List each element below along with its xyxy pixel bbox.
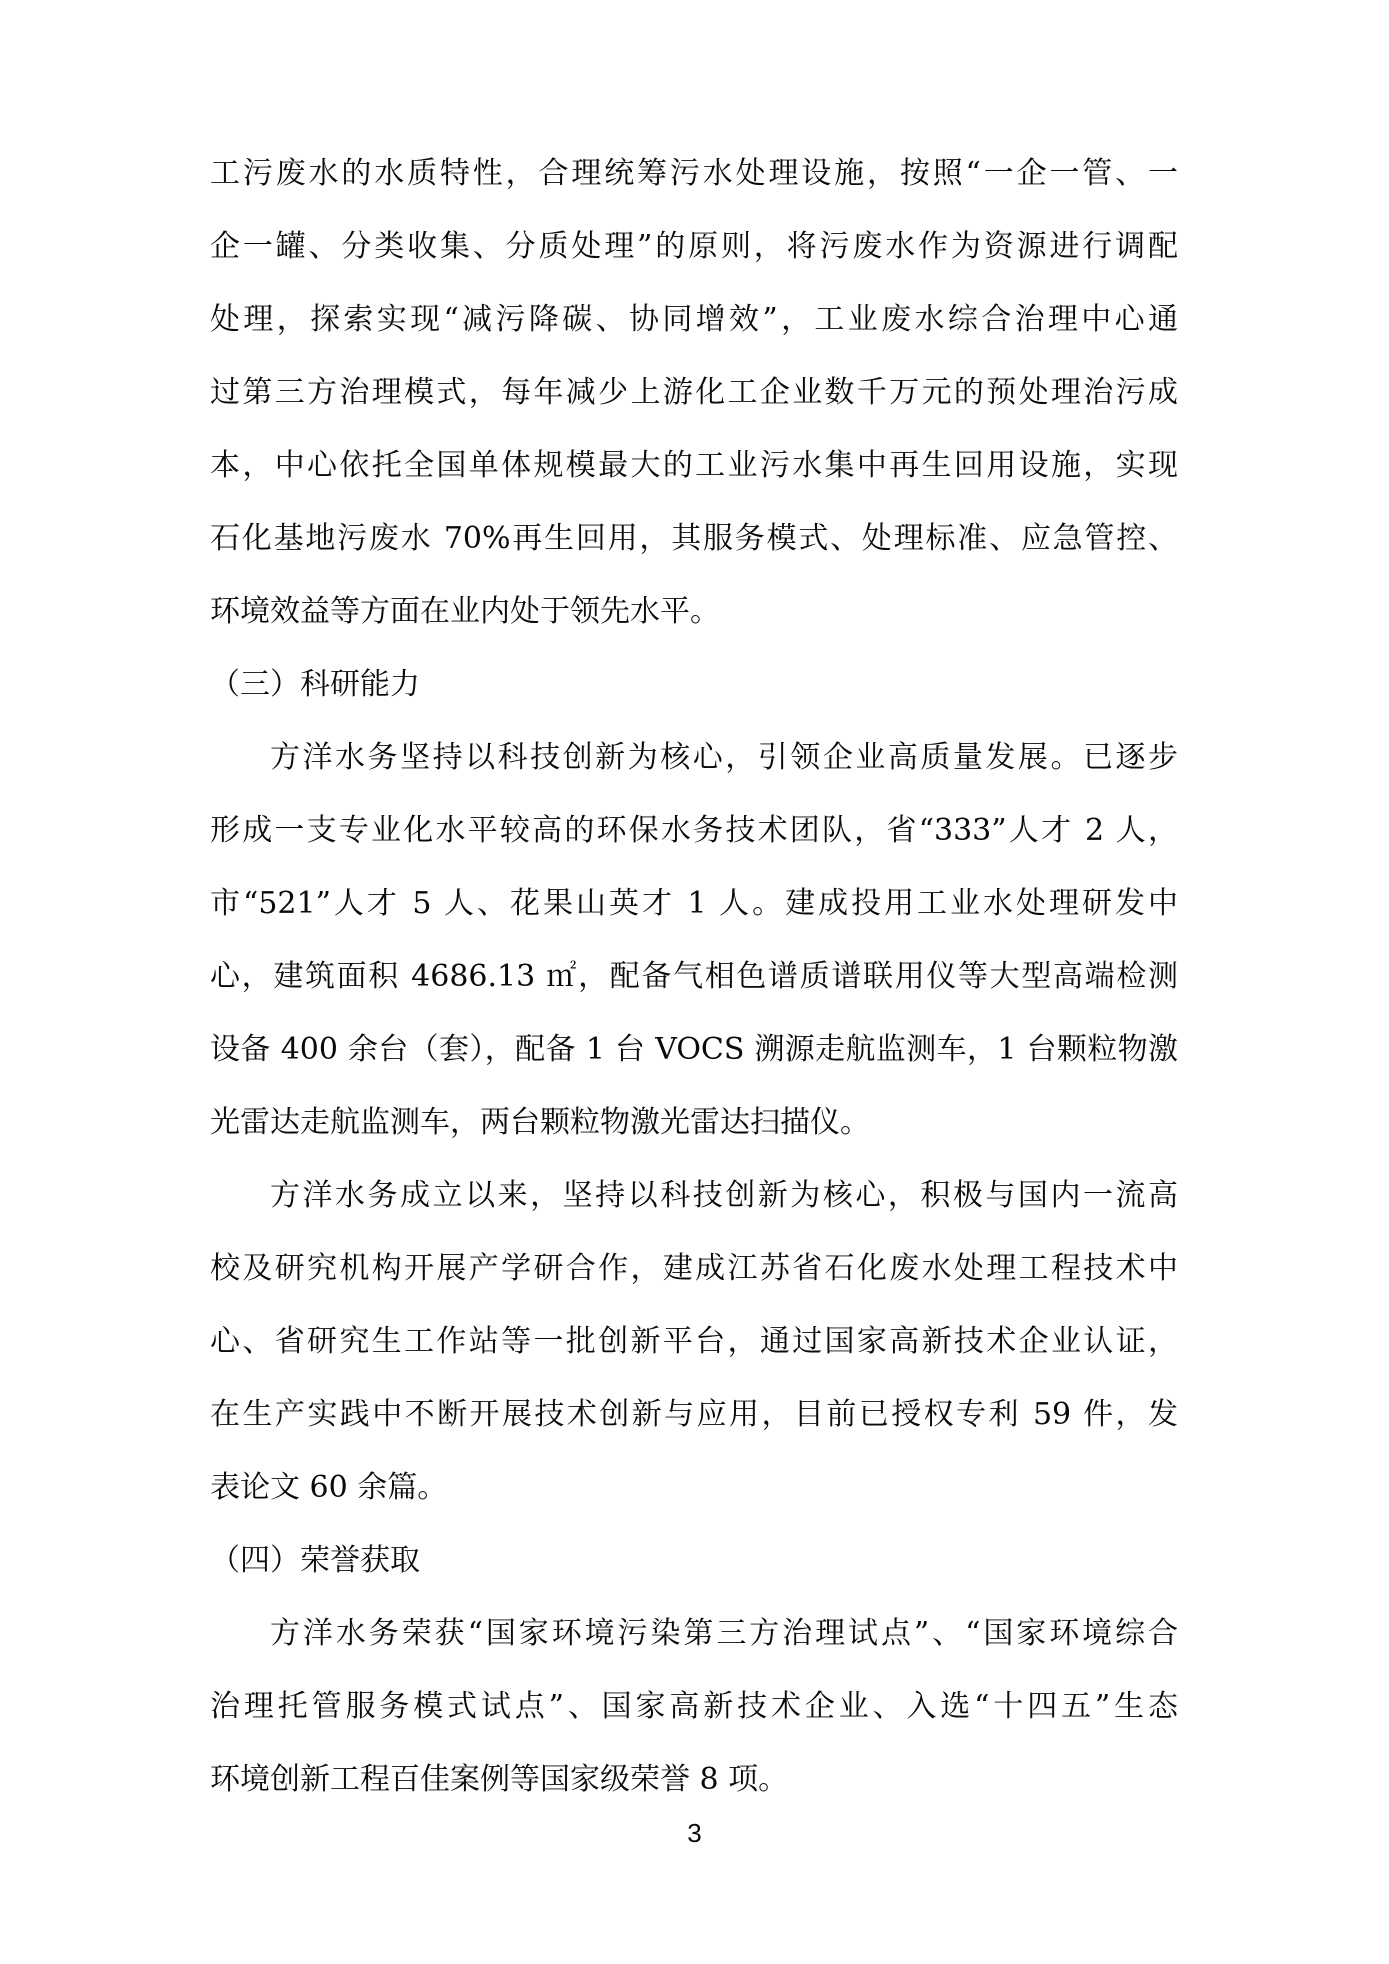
text-line: 石化基地污废水 70%再生回用，其服务模式、处理标准、应急管控、 [210, 521, 1178, 556]
text-line: 校及研究机构开展产学研合作，建成江苏省石化废水处理工程技术中 [210, 1251, 1178, 1286]
text-line: 治理托管服务模式试点”、国家高新技术企业、入选“十四五”生态 [210, 1689, 1178, 1724]
text-line: 在生产实践中不断开展技术创新与应用，目前已授权专利 59 件，发 [210, 1397, 1178, 1432]
text-line: 方洋水务成立以来，坚持以科技创新为核心，积极与国内一流高 [270, 1178, 1178, 1213]
text-line: 市“521”人才 5 人、花果山英才 1 人。建成投用工业水处理研发中 [210, 886, 1178, 921]
text-line: 形成一支专业化水平较高的环保水务技术团队，省“333”人才 2 人， [210, 813, 1178, 848]
text-line: 工污废水的水质特性，合理统筹污水处理设施，按照“一企一管、一 [210, 156, 1178, 191]
page-number: 3 [687, 1818, 702, 1848]
text-line: 企一罐、分类收集、分质处理”的原则，将污废水作为资源进行调配 [210, 229, 1178, 264]
text-line: 过第三方治理模式，每年减少上游化工企业数千万元的预处理治污成 [210, 375, 1178, 410]
section-heading: （四）荣誉获取 [210, 1543, 420, 1578]
text-line: 表论文 60 余篇。 [210, 1470, 448, 1505]
text-line: 心，建筑面积 4686.13 ㎡，配备气相色谱质谱联用仪等大型高端检测 [210, 959, 1178, 994]
text-line: 心、省研究生工作站等一批创新平台，通过国家高新技术企业认证， [210, 1324, 1178, 1359]
text-line: 方洋水务荣获“国家环境污染第三方治理试点”、“国家环境综合 [270, 1616, 1178, 1651]
text-line: 方洋水务坚持以科技创新为核心，引领企业高质量发展。已逐步 [270, 740, 1178, 775]
text-line: 环境创新工程百佳案例等国家级荣誉 8 项。 [210, 1762, 789, 1797]
text-line: 光雷达走航监测车，两台颗粒物激光雷达扫描仪。 [210, 1105, 870, 1140]
text-line: 环境效益等方面在业内处于领先水平。 [210, 594, 720, 629]
section-heading: （三）科研能力 [210, 667, 420, 702]
text-line: 处理，探索实现“减污降碳、协同增效”，工业废水综合治理中心通 [210, 302, 1178, 337]
text-body [210, 137, 1178, 1816]
text-line: 本，中心依托全国单体规模最大的工业污水集中再生回用设施，实现 [210, 448, 1178, 483]
text-line: 设备 400 余台（套），配备 1 台 VOCS 溯源走航监测车，1 台颗粒物激 [210, 1032, 1178, 1067]
